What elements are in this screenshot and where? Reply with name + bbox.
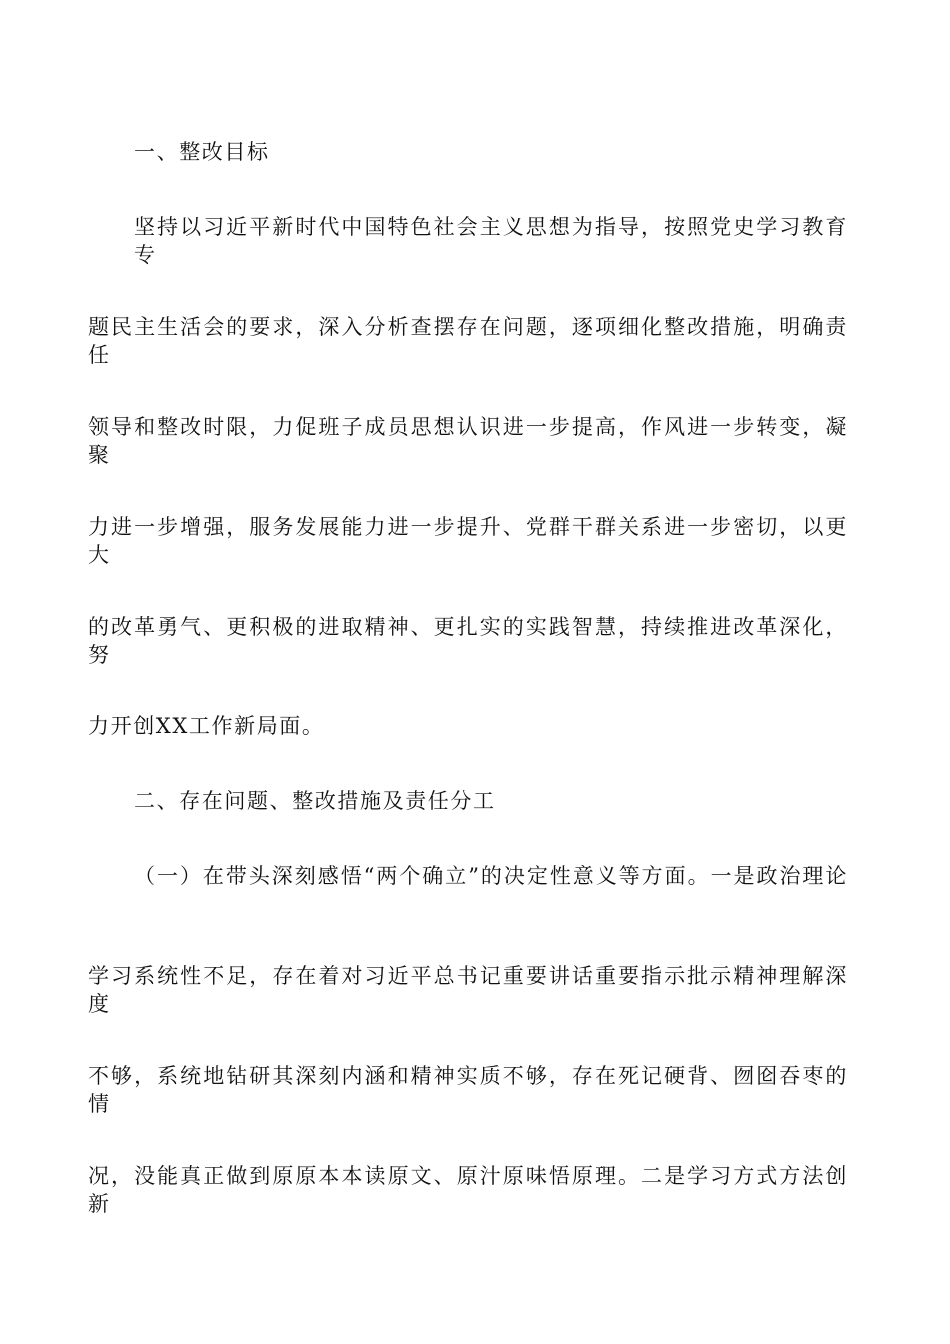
paragraph-1-line-4: 力进一步增强，服务发展能力进一步提升、党群干群关系进一步密切，以更大 [88, 515, 848, 567]
paragraph-2-line-4: 况，没能真正做到原原本本读原文、原汁原味悟原理。二是学习方式方法创新 [88, 1164, 848, 1216]
paragraph-1-line-1: 坚持以习近平新时代中国特色社会主义思想为指导，按照党史学习教育专 [134, 215, 848, 267]
paragraph-2-line-2: 学习系统性不足，存在着对习近平总书记重要讲话重要指示批示精神理解深度 [88, 964, 848, 1016]
section-heading-1: 一、整改目标 [134, 140, 270, 164]
paragraph-1-line-3: 领导和整改时限，力促班子成员思想认识进一步提高，作风进一步转变，凝聚 [88, 415, 848, 467]
paragraph-1-line-2: 题民主生活会的要求，深入分析查摆存在问题，逐项细化整改措施，明确责任 [88, 315, 848, 367]
paragraph-2-line-3: 不够，系统地钻研其深刻内涵和精神实质不够，存在死记硬背、囫囵吞枣的情 [88, 1064, 848, 1116]
paragraph-2-line-1: （一）在带头深刻感悟“两个确立”的决定性意义等方面。一是政治理论 [134, 864, 848, 888]
paragraph-1-line-5: 的改革勇气、更积极的进取精神、更扎实的实践智慧，持续推进改革深化，努 [88, 615, 848, 667]
section-heading-2: 二、存在问题、整改措施及责任分工 [134, 789, 496, 813]
paragraph-1-line-6: 力开创XX工作新局面。 [88, 714, 325, 738]
